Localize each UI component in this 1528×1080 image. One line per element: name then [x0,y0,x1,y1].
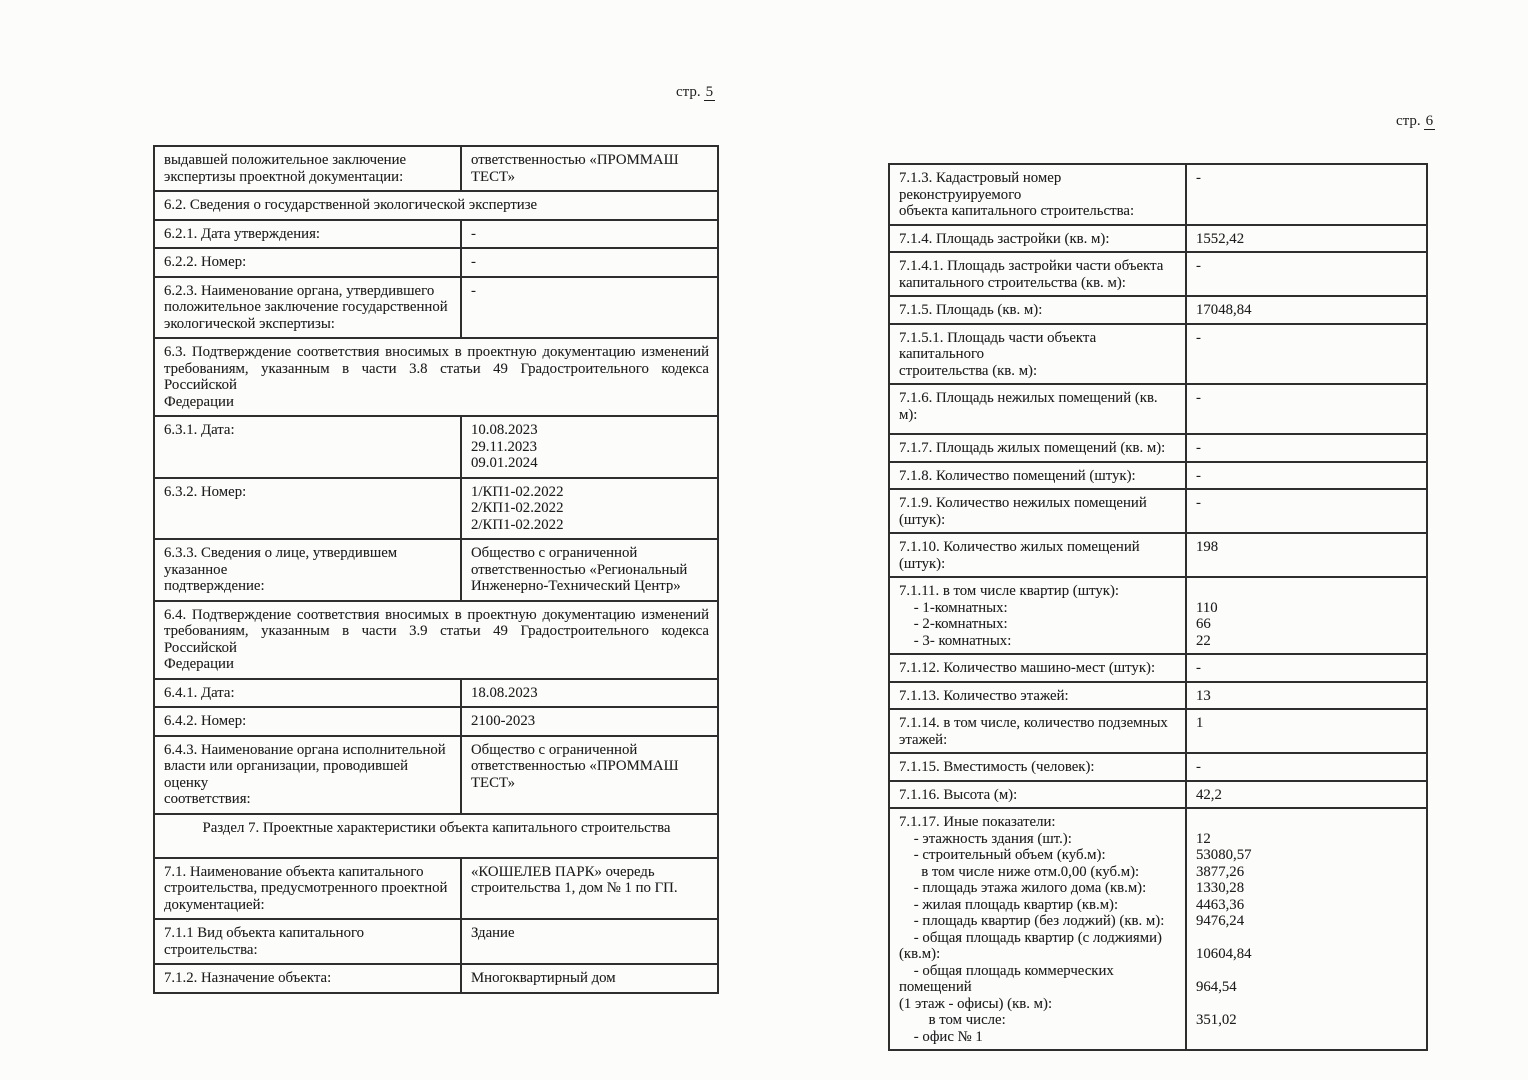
value-cell [1187,325,1426,384]
table-row [155,737,717,815]
cell-line: 7.1.11. в том числе квартир (штук): [899,583,1120,599]
cell-line: 7.1.12. Количество машино-мест (штук): [899,660,1156,676]
cell-line: - [1196,390,1201,406]
cell-line: 7.1.4. Площадь застройки (кв. м): [899,230,1110,247]
cell-line: - 1-комнатных: [899,599,1008,616]
label-cell [155,540,462,600]
cell-line: Общество с ограниченной [471,741,638,758]
table-row [890,226,1426,254]
label-cell [890,809,1187,1049]
table-row [890,655,1426,683]
value-cell [462,417,717,477]
cell-line: - [471,282,476,299]
cell-line: 29.11.2023 [471,438,538,455]
page-6-table [888,163,1428,1051]
value-cell [1187,655,1426,681]
table-row [155,540,717,602]
table-row [890,385,1426,435]
table-row [155,680,717,709]
cell-line: 6.4.3. Наименование органа исполнительной [164,741,446,758]
page-number: 6 [1425,113,1434,129]
cell-line: Федерации [164,656,234,672]
cell-line: 6.3.1. Дата: [164,422,235,438]
table-row [155,417,717,479]
cell-line: 6.3. Подтверждение соответствия вносимых в проектную документацию изменений [164,344,709,360]
cell-line: 6.4. Подтверждение соответствия вносимых в проектную документацию изменений [164,606,709,623]
cell-line: документацией: [164,896,265,913]
cell-line: власти или организации, проводившей оценку [164,758,412,791]
label-cell [155,479,462,539]
cell-line: 7.1.10. Количество жилых помещений (штук): [899,539,1144,572]
cell-line: 6.3.3. Сведения о лице, утвердившем указанное [164,545,401,578]
value-cell [462,221,717,248]
label-cell [155,221,462,248]
cell-line: 1/КП1-02.2022 [471,483,564,500]
value-cell [462,479,717,539]
page-number: 5 [705,84,714,100]
cell-line: - [1196,495,1201,511]
cell-line: - [1196,440,1201,456]
cell-line: в том числе ниже отм.0,00 (куб.м): [899,863,1140,880]
value-cell [1187,435,1426,461]
cell-line: - [471,254,476,270]
label-cell [155,965,462,992]
cell-line: 7.1.1 Вид объекта капитального строительства: [164,925,368,958]
cell-line: капитального строительства (кв. м): [899,274,1126,291]
cell-line: ответственностью «ПРОММАШ ТЕСТ» [471,758,683,791]
value-cell [1187,297,1426,323]
table-row [890,297,1426,325]
value-cell [462,249,717,276]
value-cell [462,859,717,919]
cell-line: 6.3.2. Номер: [164,483,247,500]
value-cell [462,680,717,707]
cell-line: - [471,225,476,242]
table-row [155,221,717,250]
value-cell [1187,385,1426,433]
table-row [890,710,1426,754]
value-cell [1187,253,1426,295]
value-cell [462,965,717,992]
label-cell [890,655,1187,681]
cell-line: 1330,28 [1196,880,1245,896]
page-label: стр. [676,84,701,100]
cell-line: 7.1.6. Площадь нежилых помещений (кв. м): [899,390,1162,423]
cell-line [1196,963,1418,980]
table-row [155,147,717,192]
cell-line: 1552,42 [1196,230,1245,247]
cell-line: 2100-2023 [471,713,536,729]
cell-line: - 2-комнатных: [899,616,1008,632]
table-row [890,534,1426,578]
cell-line: - [1196,329,1201,346]
value-cell [1187,809,1426,1049]
cell-line: 66 [1196,616,1211,632]
label-cell [890,325,1187,384]
cell-line: строительства 1, дом № 1 по ГП. [471,880,678,896]
table-row [155,479,717,541]
label-cell [890,782,1187,808]
cell-line: 53080,57 [1196,847,1252,863]
cell-line: (1 этаж - офисы) (кв. м): [899,995,1053,1012]
cell-line: 13 [1196,687,1211,704]
value-cell [1187,165,1426,224]
value-cell [462,540,717,600]
table-row [155,602,717,680]
label-cell [155,920,462,963]
cell-line [1196,930,1418,947]
cell-line: 6.2.1. Дата утверждения: [164,225,320,242]
label-cell [890,385,1187,433]
cell-line: - общая площадь квартир (с лоджиями) [899,929,1162,946]
table-row [890,253,1426,297]
cell-line [1196,814,1418,831]
cell-line: - жилая площадь квартир (кв.м): [899,896,1119,913]
cell-line: Общество с ограниченной [471,545,638,561]
value-cell [1187,578,1426,653]
table-row [890,754,1426,782]
cell-line: объекта капитального строительства: [899,203,1135,219]
table-row [890,463,1426,491]
cell-line: Многоквартирный дом [471,970,616,986]
cell-line: 4463,36 [1196,896,1245,913]
label-cell [155,708,462,735]
cell-line: 6.2.2. Номер: [164,254,247,270]
value-cell [1187,226,1426,252]
cell-line: Федерации [164,393,234,410]
cell-line: - [1196,660,1201,676]
cell-line: 2/КП1-02.2022 [471,500,564,516]
cell-line: 7.1.5.1. Площадь части объекта капитального [899,329,1100,362]
table-row [890,435,1426,463]
cell-line: требованиям, указанным в части 3.8 статьи 49 Градостроительного кодекса Российской [164,360,713,393]
cell-line: - [1196,759,1201,775]
label-cell [155,680,462,707]
cell-line: 6.2. Сведения о государственной экологической экспертизе [164,197,538,213]
value-cell [1187,710,1426,752]
table-row [890,490,1426,534]
table-row [155,920,717,965]
table-row [890,325,1426,386]
section-cell [155,815,717,857]
cell-line: - площадь этажа жилого дома (кв.м): [899,880,1147,896]
cell-line: - этажность здания (шт.): [899,830,1072,847]
cell-line: 110 [1196,599,1218,616]
label-cell [155,278,462,338]
cell-line: в том числе: [899,1012,1006,1028]
value-cell [462,737,717,813]
cell-line: 7.1.9. Количество нежилых помещений (штук): [899,495,1151,528]
cell-line: - общая площадь коммерческих помещений [899,962,1118,995]
cell-line: 7.1.14. в том числе, количество подземных [899,715,1168,731]
cell-line: 9476,24 [1196,913,1245,929]
section-cell [155,602,717,678]
cell-line: требованиям, указанным в части 3.9 статьи 49 Градостроительного кодекса Российской [164,623,713,656]
label-cell [890,578,1187,653]
cell-line: - площадь квартир (без лоджий) (кв. м): [899,913,1165,929]
table-row [890,809,1426,1049]
cell-line: 6.4.1. Дата: [164,684,235,701]
cell-line: 7.1. Наименование объекта капитального [164,863,424,880]
cell-line: 6.2.3. Наименование органа, утвердившего [164,282,435,299]
cell-line: - [1196,170,1201,186]
cell-line: 42,2 [1196,786,1222,803]
cell-line: Инженерно-Технический Центр» [471,578,681,594]
cell-line: - строительный объем (куб.м): [899,847,1106,863]
cell-line: выдавшей положительное заключение [164,152,407,168]
label-cell [890,754,1187,780]
cell-line: 6.4.2. Номер: [164,713,247,729]
value-cell [1187,490,1426,532]
cell-line: 10.08.2023 [471,422,538,438]
page-5-number [676,84,715,101]
cell-line: 09.01.2024 [471,455,538,471]
cell-line: экологической экспертизы: [164,315,335,332]
label-cell [890,297,1187,323]
value-cell [1187,534,1426,576]
label-cell [890,710,1187,752]
cell-line: 3877,26 [1196,863,1245,880]
cell-line: 7.1.17. Иные показатели: [899,814,1056,830]
cell-line: этажей: [899,731,948,748]
label-cell [155,737,462,813]
cell-line: 1 [1196,715,1204,731]
value-cell [1187,463,1426,489]
table-row [890,165,1426,226]
table-row [890,782,1426,810]
section-cell [155,339,717,415]
table-row [155,339,717,417]
cell-line: 7.1.16. Высота (м): [899,786,1018,803]
cell-line: подтверждение: [164,578,265,594]
table-row [155,708,717,737]
cell-line: ответственностью «ПРОММАШ ТЕСТ» [471,152,683,185]
cell-line: 198 [1196,539,1219,555]
label-cell [890,165,1187,224]
table-row [155,815,717,859]
cell-line: 7.1.15. Вместимость (человек): [899,759,1095,775]
label-cell [155,147,462,190]
cell-line: положительное заключение государственной [164,299,448,315]
value-cell [462,278,717,338]
label-cell [155,417,462,477]
cell-line: (кв.м): [899,946,941,962]
cell-line: - [1196,467,1201,484]
cell-line: 7.1.5. Площадь (кв. м): [899,302,1043,318]
page-label: стр. [1396,113,1421,129]
label-cell [890,683,1187,709]
cell-line: 22 [1196,632,1211,649]
cell-line: 12 [1196,830,1211,847]
cell-line: строительства (кв. м): [899,362,1038,379]
cell-line: 7.1.2. Назначение объекта: [164,970,332,986]
label-cell [890,226,1187,252]
cell-line [1196,583,1418,600]
value-cell [462,920,717,963]
label-cell [155,859,462,919]
value-cell [1187,754,1426,780]
label-cell [890,463,1187,489]
value-cell [462,708,717,735]
page-5-table [153,145,719,994]
cell-line: 7.1.8. Количество помещений (штук): [899,467,1136,484]
cell-line: Раздел 7. Проектные характеристики объекта капитального строительства [202,819,671,836]
table-row [890,683,1426,711]
label-cell [890,534,1187,576]
cell-line: 2/КП1-02.2022 [471,516,564,533]
label-cell [890,253,1187,295]
cell-line: 964,54 [1196,979,1237,995]
cell-line: 7.1.13. Количество этажей: [899,687,1069,704]
value-cell [1187,782,1426,808]
cell-line: «КОШЕЛЕВ ПАРК» очередь [471,863,655,880]
cell-line: 18.08.2023 [471,684,538,701]
cell-line: экспертизы проектной документации: [164,168,404,185]
cell-line: 7.1.3. Кадастровый номер реконструируемого [899,170,1065,203]
cell-line: соответствия: [164,791,251,807]
cell-line: - офис № 1 [899,1028,983,1045]
table-row [155,278,717,340]
cell-line: 7.1.4.1. Площадь застройки части объекта [899,258,1164,274]
page-6-number [1396,113,1435,130]
cell-line: Здание [471,925,515,941]
table-row [155,965,717,992]
cell-line: 17048,84 [1196,302,1252,318]
table-row [155,249,717,278]
label-cell [890,435,1187,461]
table-row [890,578,1426,655]
section-cell [155,192,717,219]
cell-line [1196,996,1418,1013]
label-cell [890,490,1187,532]
label-cell [155,249,462,276]
table-row [155,859,717,921]
value-cell [1187,683,1426,709]
cell-line: 351,02 [1196,1012,1237,1028]
cell-line: ответственностью «Региональный [471,561,688,578]
cell-line: строительства, предусмотренного проектной [164,880,448,896]
cell-line: 7.1.7. Площадь жилых помещений (кв. м): [899,440,1166,456]
cell-line: 10604,84 [1196,946,1252,962]
cell-line: - 3- комнатных: [899,632,1012,649]
cell-line: - [1196,258,1201,274]
value-cell [462,147,717,190]
table-row [155,192,717,221]
